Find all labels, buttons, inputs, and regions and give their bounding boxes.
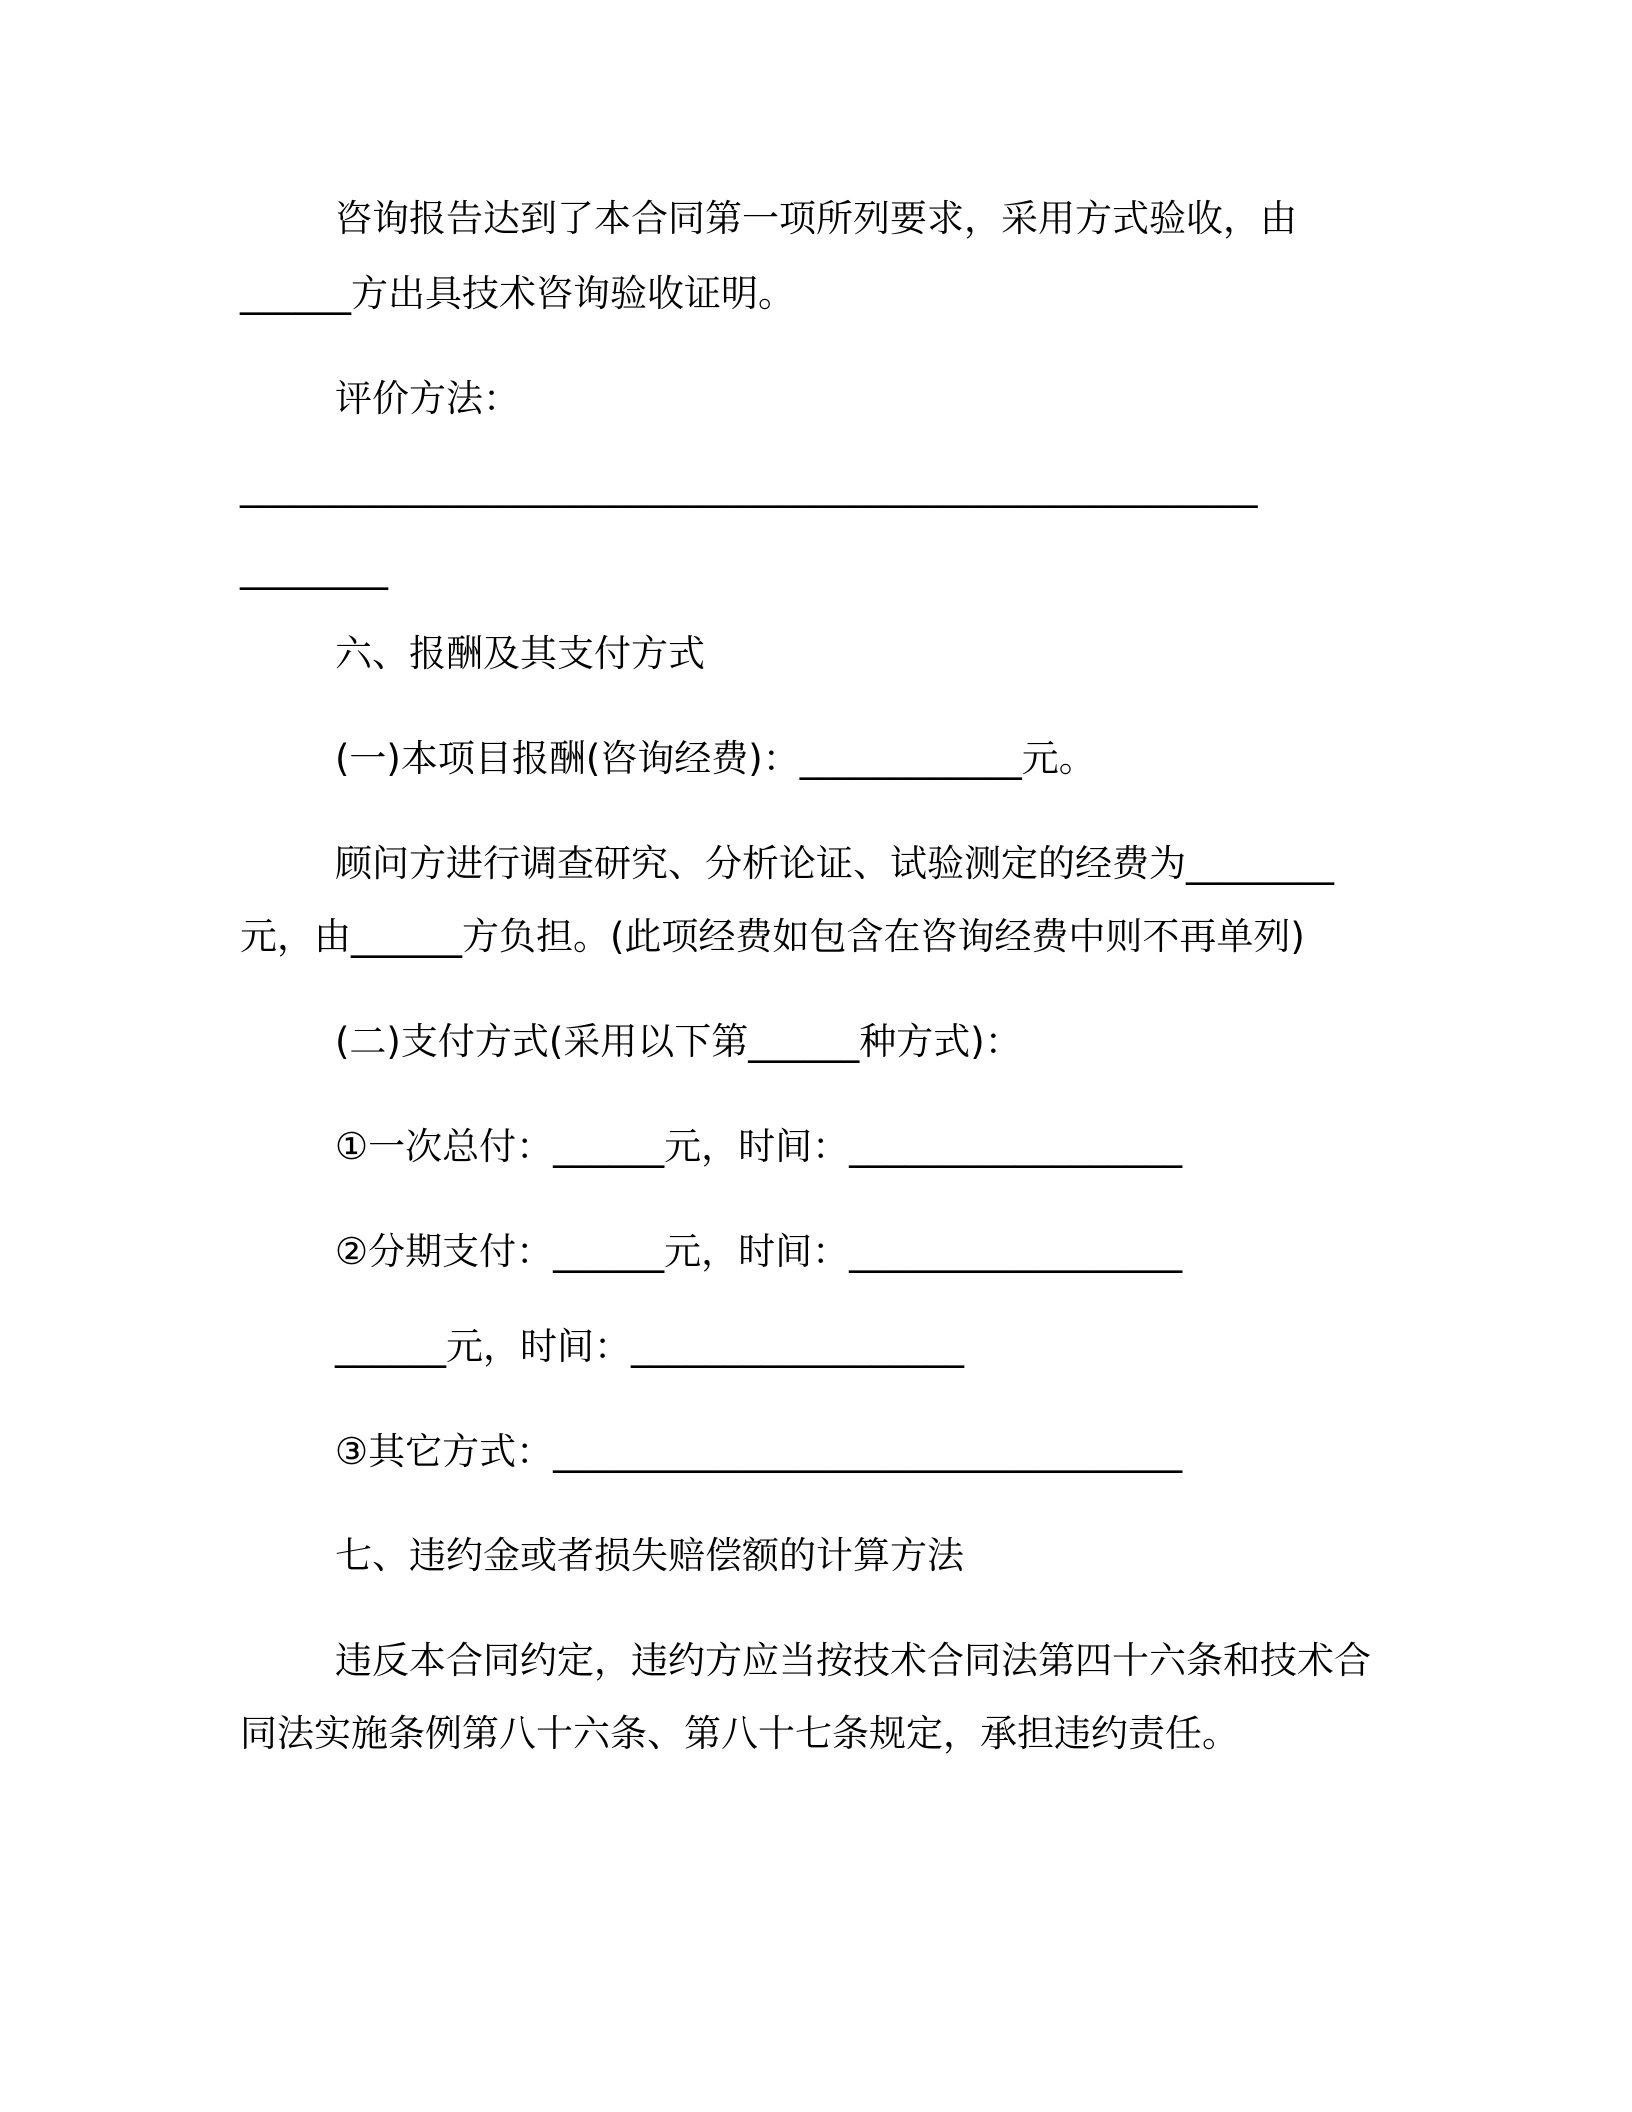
lump-sum-payment-line: ①一次总付：______元，时间：__________________ xyxy=(335,1125,1183,1168)
other-payment-line: ③其它方式：__________________________________ xyxy=(335,1430,1183,1473)
installment-payment-line-1: ②分期支付：______元，时间：__________________ xyxy=(335,1230,1183,1273)
research-fee-line-2: 元，由______方负担。(此项经费如包含在咨询经费中则不再单列) xyxy=(240,915,1305,958)
evaluation-method-label: 评价方法： xyxy=(335,377,520,420)
acceptance-paragraph-line-2: ______方出具技术咨询验收证明。 xyxy=(240,272,795,315)
section-6-heading: 六、报酬及其支付方式 xyxy=(335,632,705,675)
installment-payment-line-2: ______元，时间：__________________ xyxy=(335,1325,964,1368)
acceptance-paragraph-line-1: 咨询报告达到了本合同第一项所列要求，采用方式验收，由 xyxy=(335,197,1297,240)
breach-paragraph-line-1: 违反本合同约定，违约方应当按技术合同法第四十六条和技术合 xyxy=(335,1639,1371,1682)
evaluation-method-blank-line-2: ________ xyxy=(240,547,388,590)
breach-paragraph-line-2: 同法实施条例第八十六条、第八十七条规定，承担违约责任。 xyxy=(240,1712,1239,1755)
section-7-heading: 七、违约金或者损失赔偿额的计算方法 xyxy=(335,1534,964,1577)
project-fee-line: (一)本项目报酬(咨询经费)：____________元。 xyxy=(335,737,1096,780)
evaluation-method-blank-line-1: _______________________________________________________ xyxy=(240,465,1258,508)
research-fee-line-1: 顾问方进行调查研究、分析论证、试验测定的经费为________ xyxy=(335,842,1334,885)
payment-method-line: (二)支付方式(采用以下第______种方式)： xyxy=(335,1020,1022,1063)
